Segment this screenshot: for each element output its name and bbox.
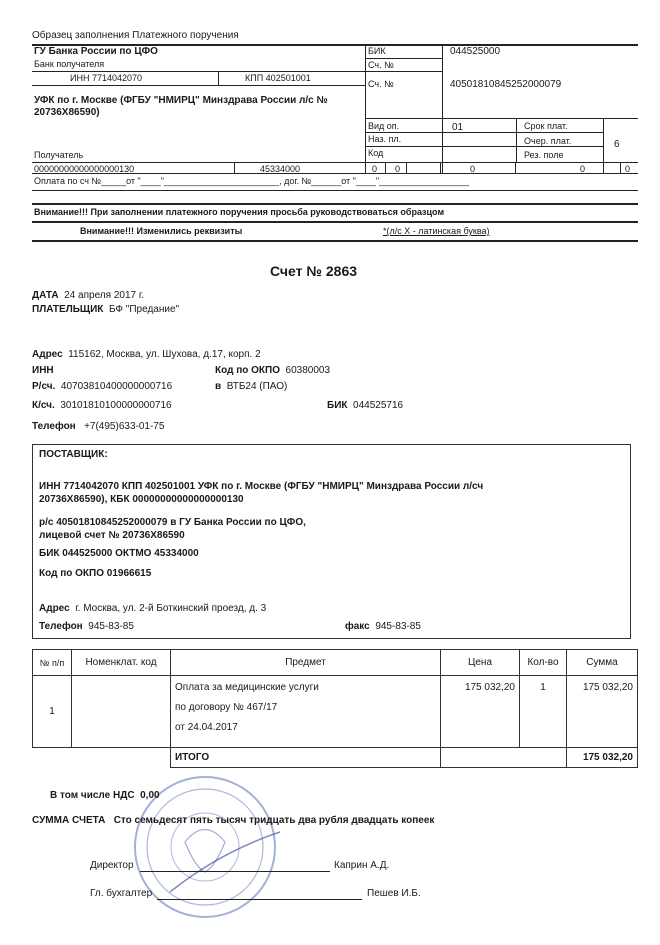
supplier-line-5: БИК 044525000 ОКТМО 45334000 bbox=[39, 548, 199, 559]
col-sum: Сумма bbox=[567, 650, 638, 676]
inn: ИНН 7714042070 bbox=[70, 73, 143, 83]
divider bbox=[32, 85, 365, 86]
col-code: Номенклат. код bbox=[72, 650, 171, 676]
rez-label: Рез. поле bbox=[524, 150, 564, 160]
supplier-fax: 945-83-85 bbox=[375, 621, 421, 632]
divider bbox=[32, 240, 638, 242]
code-5: 0 bbox=[625, 164, 631, 174]
sum-words: Сто семьдесят пять тысяч тридцать два рубля двадцать копеек bbox=[113, 815, 435, 826]
payer-rs-label: Р/сч. bbox=[32, 381, 56, 392]
payer-okpo-label: Код по ОКПО bbox=[215, 365, 280, 376]
payer-ks-label: К/сч. bbox=[32, 400, 55, 411]
payer-bik: 044525716 bbox=[353, 400, 404, 411]
row-qty: 1 bbox=[520, 676, 567, 748]
vat-value: 0,00 bbox=[140, 790, 160, 801]
col-price: Цена bbox=[441, 650, 520, 676]
ocher-value: 6 bbox=[614, 139, 620, 150]
divider bbox=[365, 146, 603, 147]
supplier-address-label: Адрес bbox=[39, 603, 70, 614]
total-value: 175 032,20 bbox=[567, 748, 638, 768]
divider bbox=[515, 162, 516, 174]
divider bbox=[516, 118, 517, 162]
sum-label: СУММА СЧЕТА bbox=[32, 815, 106, 826]
oplata-line: Оплата по сч №_____от "____"_______________________, дог. №______от "____"__________________ bbox=[34, 176, 470, 186]
divider bbox=[218, 71, 219, 85]
recipient-label: Получатель bbox=[34, 150, 84, 160]
payer-address: 115162, Москва, ул. Шухова, д.17, корп. 2 bbox=[68, 349, 261, 360]
col-qty: Кол-во bbox=[520, 650, 567, 676]
payer-rs: 40703810400000000716 bbox=[60, 381, 173, 392]
divider bbox=[440, 162, 441, 174]
divider bbox=[32, 203, 638, 205]
payer-value: БФ "Предание" bbox=[108, 304, 180, 315]
divider bbox=[603, 118, 604, 173]
total-row bbox=[33, 748, 638, 768]
bank-name: ГУ Банка России по ЦФО bbox=[34, 46, 158, 57]
col-num: № п/п bbox=[33, 650, 72, 676]
supplier-address: г. Москва, ул. 2-й Боткинский проезд, д. 3 bbox=[75, 603, 267, 614]
row-num: 1 bbox=[33, 676, 72, 748]
divider bbox=[32, 162, 638, 163]
director-label: Директор bbox=[90, 860, 134, 871]
bank-label: Банк получателя bbox=[34, 59, 105, 69]
sch2-label: Сч. № bbox=[368, 79, 394, 89]
kpp: КПП 402501001 bbox=[245, 73, 311, 83]
payer-phone: +7(495)633-01-75 bbox=[84, 421, 165, 432]
payer-phone-label: Телефон bbox=[32, 421, 76, 432]
total-label: ИТОГО bbox=[171, 748, 441, 768]
supplier-box bbox=[32, 444, 631, 639]
payer-label: ПЛАТЕЛЬЩИК bbox=[32, 304, 104, 315]
supplier-fax-label: факс bbox=[345, 621, 370, 632]
warning-2: Внимание!!! Изменились реквизиты bbox=[80, 226, 243, 236]
row-code bbox=[72, 676, 171, 748]
items-table bbox=[32, 649, 638, 768]
account: 40501810845252000079 bbox=[450, 79, 562, 90]
col-item: Предмет bbox=[171, 650, 441, 676]
divider bbox=[406, 162, 407, 174]
accountant-name: Пешев И.Б. bbox=[367, 888, 421, 899]
divider bbox=[365, 132, 603, 133]
oktmo: 45334000 bbox=[260, 164, 301, 174]
srok-label: Срок плат. bbox=[524, 121, 568, 131]
divider bbox=[32, 190, 638, 191]
naz-pl-label: Наз. пл. bbox=[368, 134, 402, 144]
supplier-heading: ПОСТАВЩИК: bbox=[39, 449, 108, 460]
supplier-line-6: Код по ОКПО 01966615 bbox=[39, 568, 152, 579]
row-price: 175 032,20 bbox=[441, 676, 520, 748]
code-1: 0 bbox=[372, 164, 378, 174]
divider bbox=[32, 221, 638, 223]
vid-op-value: 01 bbox=[452, 122, 464, 133]
table-header-row bbox=[33, 650, 638, 676]
row-item-line-3: от 24.04.2017 bbox=[175, 722, 238, 733]
divider bbox=[32, 71, 443, 72]
divider bbox=[365, 45, 366, 173]
payer-bik-label: БИК bbox=[327, 400, 348, 411]
warning-3: *(л/с X - латинская буква) bbox=[383, 226, 490, 236]
payer-bank-prefix: в bbox=[215, 381, 222, 392]
supplier-line-1: ИНН 7714042070 КПП 402501001 УФК по г. Москве (ФГБУ "НМИРЦ" Минздрава России л/сч bbox=[39, 481, 484, 492]
accountant-sign-line bbox=[157, 899, 362, 900]
payer-ks: 30101810100000000716 bbox=[60, 400, 172, 411]
invoice-title: Счет № 2863 bbox=[270, 263, 358, 279]
divider bbox=[365, 118, 638, 119]
code-3: 0 bbox=[470, 164, 476, 174]
divider bbox=[620, 162, 621, 174]
sum-line bbox=[32, 815, 434, 826]
row-item-line-2: по договору № 467/17 bbox=[175, 702, 278, 713]
director-sign-line bbox=[140, 871, 330, 872]
divider bbox=[234, 162, 235, 174]
payer-address-label: Адрес bbox=[32, 349, 63, 360]
form-title: Образец заполнения Платежного поручения bbox=[32, 30, 239, 41]
date-value: 24 апреля 2017 г. bbox=[64, 290, 145, 301]
warning-1: Внимание!!! При заполнении платежного поручения просьба руководствоваться образцом bbox=[34, 207, 445, 217]
ocher-label: Очер. плат. bbox=[524, 136, 572, 146]
kbk: 00000000000000000130 bbox=[34, 164, 135, 174]
supplier-line-3: р/с 40501810845252000079 в ГУ Банка России по ЦФО, bbox=[39, 517, 306, 528]
payer-okpo: 60380003 bbox=[285, 365, 331, 376]
divider bbox=[442, 45, 443, 173]
sch-label: Сч. № bbox=[368, 60, 394, 70]
code-2: 0 bbox=[395, 164, 401, 174]
divider bbox=[365, 58, 443, 59]
payer-bank: ВТБ24 (ПАО) bbox=[226, 381, 288, 392]
vid-op-label: Вид оп. bbox=[368, 121, 400, 131]
code-4: 0 bbox=[580, 164, 586, 174]
supplier-phone: 945-83-85 bbox=[88, 621, 134, 632]
kod-label: Код bbox=[368, 148, 384, 158]
date-label: ДАТА bbox=[32, 290, 59, 301]
vat-label: В том числе НДС bbox=[50, 790, 135, 801]
supplier-line-2: 20736X86590), КБК 00000000000000000130 bbox=[39, 494, 244, 505]
row-sum: 175 032,20 bbox=[567, 676, 638, 748]
recipient: УФК по г. Москве (ФГБУ "НМИРЦ" Минздрава России л/с № 20736X86590) bbox=[34, 95, 328, 118]
bik-value: 044525000 bbox=[450, 46, 501, 57]
table-row bbox=[33, 676, 638, 748]
accountant-label: Гл. бухгалтер bbox=[90, 888, 153, 899]
payer-inn-label: ИНН bbox=[32, 365, 54, 376]
supplier-phone-label: Телефон bbox=[39, 621, 83, 632]
supplier-line-4: лицевой счет № 20736X86590 bbox=[39, 530, 185, 541]
vat-line bbox=[50, 790, 160, 801]
director-name: Каприн А.Д. bbox=[334, 860, 390, 871]
divider bbox=[385, 162, 386, 174]
row-item-line-1: Оплата за медицинские услуги bbox=[175, 682, 319, 693]
bik-label: БИК bbox=[368, 46, 386, 56]
